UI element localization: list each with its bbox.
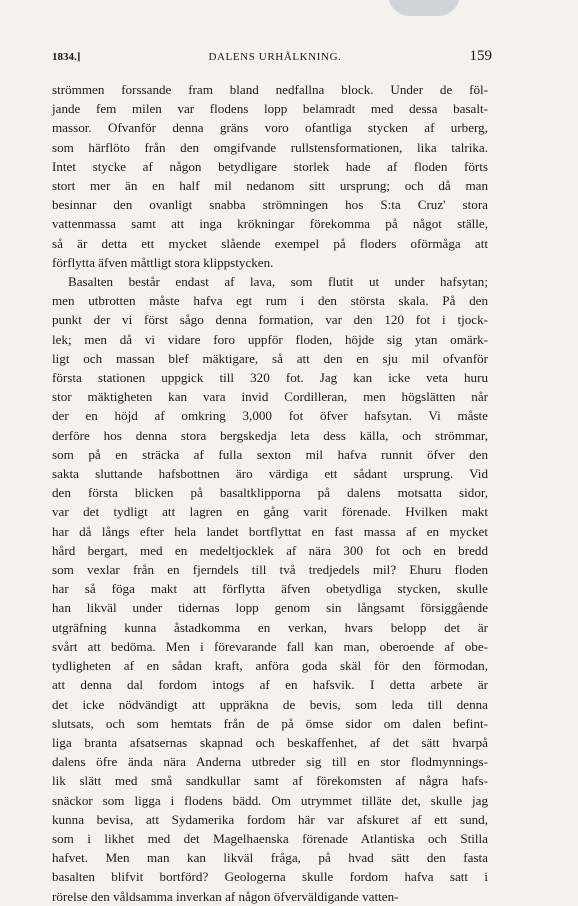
text-line: der en höjd af omkring 3,000 fot öfver hafsytan. Vi måste bbox=[52, 408, 488, 424]
text-line: besinnar den ovanligt snabba strömningen hos S:ta Cruz' stora bbox=[52, 197, 488, 213]
text-line: han likväl under tidernas lopp genom sin långsamt försiggående bbox=[52, 600, 488, 616]
text-line: svårt att bedöma. Men i förevarande fall kan man, oberoende af obe- bbox=[52, 638, 488, 654]
text-line: slutsats, och som hemtats från de på ömse sidor om dalen befint- bbox=[52, 715, 488, 731]
library-stamp bbox=[388, 0, 460, 16]
text-line: som vexlar från en fjerndels till två tredjedels mil? Ehuru floden bbox=[52, 562, 488, 578]
text-line: massor. Ofvanför denna gräns voro ofantliga stycken af urberg, bbox=[52, 120, 488, 136]
text-line: dalens öfre ända nära Anderna utbreder sig till en stor flodmynnings- bbox=[52, 754, 488, 770]
text-line: rörelse den våldsamma inverkan af någon öfverväldigande vatten- bbox=[52, 888, 399, 904]
text-line: har då långs efter hela landet bortflyttat en fast massa af en mycket bbox=[52, 523, 488, 539]
text-line: ligt och massan blef mäktigare, så att den en sju mil ofvanför bbox=[52, 350, 488, 366]
text-line: stort mer än en half mil nedanom sitt ursprung; och då man bbox=[52, 178, 488, 194]
text-line: så är detta ett mycket slående exempel på floders oförmåga att bbox=[52, 235, 488, 251]
text-line: tydligheten af en sådan kraft, anföra goda skäl för den förmodan, bbox=[52, 658, 488, 674]
text-line: som på en sträcka af fulla sexton mil hafva runnit öfver den bbox=[52, 446, 488, 462]
text-line: Intet stycke af någon betydligare storlek hade af floden förts bbox=[52, 158, 488, 174]
text-line: som i likhet med det Magelhaenska förenade Atlantiska och Stilla bbox=[52, 830, 488, 846]
text-line: basalten blifvit bortförd? Geologerna skulle fordom hafva satt i bbox=[52, 869, 488, 885]
text-line: den första blicken på basaltklipporna på dalens motsatta sidor, bbox=[52, 485, 488, 501]
text-line: det icke nödvändigt att uppräkna de bevis, som leda till denna bbox=[52, 696, 488, 712]
text-line: Basalten består endast af lava, som flutit ut under hafsytan; bbox=[68, 274, 488, 290]
text-line: stor mäktigheten kan vara invid Cordilleran, men högslätten når bbox=[52, 389, 488, 405]
text-line: men utbrotten måste hafva egt rum i den största skala. På den bbox=[52, 293, 488, 309]
text-line: hård bergart, med en medeltjocklek af nära 300 fot och en bredd bbox=[52, 542, 488, 558]
text-line: har så föga makt att förflytta äfven obetydliga stycken, skulle bbox=[52, 581, 488, 597]
text-line: första stationen uppgick till 320 fot. Jag kan icke veta huru bbox=[52, 370, 488, 386]
text-line: strömmen forssande fram bland nedfallna block. Under de föl- bbox=[52, 82, 488, 97]
text-line: snäckor som ligga i flodens bädd. Om utrymmet tilläte det, skulle jag bbox=[52, 792, 488, 808]
text-line: lik slätt med små sandkullar samt af förekomsten af några hafs- bbox=[52, 773, 488, 789]
text-line: sakta sluttande hafsbottnen äro värdiga ett sådant ursprung. Vid bbox=[52, 466, 488, 482]
text-line: kunna bevisa, att Sydamerika fordom här var afskuret af ett sund, bbox=[52, 811, 488, 827]
text-line: som härflöto från den omgifvande rullstensformationen, lika talrika. bbox=[52, 139, 488, 155]
text-line: jande fem milen var flodens lopp belamradt med dessa basalt- bbox=[52, 101, 488, 117]
text-line: liga branta afsatsernas skapnad och beskaffenhet, af det sätt hvarpå bbox=[52, 734, 488, 750]
text-line: utgräfning kunna åstadkomma en verkan, hvars belopp det är bbox=[52, 619, 488, 635]
page-number: 159 bbox=[469, 48, 492, 64]
text-line: hafvet. Men man kan likväl fråga, på hvad sätt den fasta bbox=[52, 850, 488, 866]
text-line: punkt der vi först sågo denna formation, var den 120 fot i tjock- bbox=[52, 312, 488, 328]
running-header bbox=[52, 48, 492, 65]
text-line: vattenmassa samt att inga krökningar förekomma på något ställe, bbox=[52, 216, 488, 232]
text-line: var det tydligt att lagren en gång varit förenade. Hvilken makt bbox=[52, 504, 488, 520]
header-title: DALENS URHÅLKNING. bbox=[208, 51, 342, 63]
text-line: lek; men då vi vidare foro uppför floden, höjde sig ytan omärk- bbox=[52, 331, 488, 347]
text-line: derföre hos denna stora bergskedja leta dess källa, och strömmar, bbox=[52, 427, 488, 443]
text-line: att denna dal fordom intogs af en hafsvik. I detta arbete är bbox=[52, 677, 488, 693]
text-line: förflytta äfven måttligt stora klippstycken. bbox=[52, 254, 274, 270]
body-text bbox=[52, 80, 488, 906]
header-year: 1834.] bbox=[52, 51, 81, 63]
